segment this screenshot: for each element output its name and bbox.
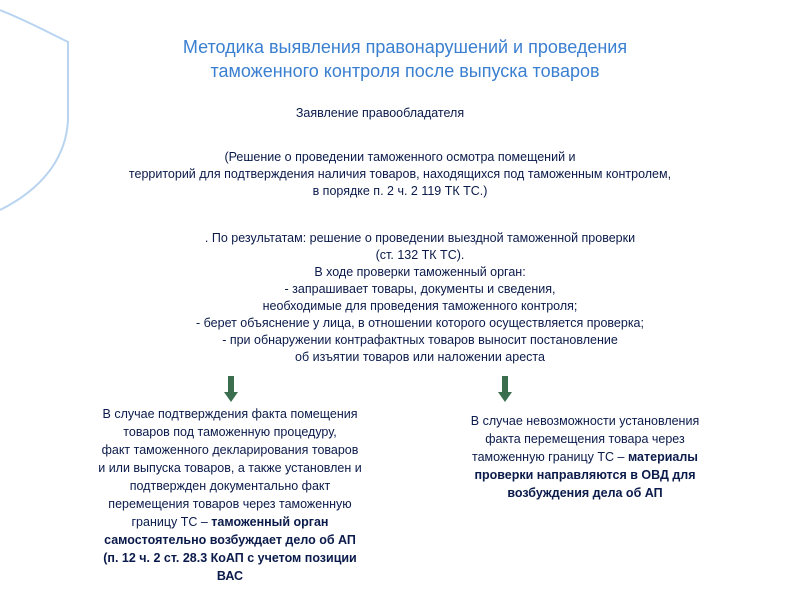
arrow-down-right-icon xyxy=(498,376,512,402)
case-confirmed xyxy=(60,405,400,585)
page-title xyxy=(100,35,710,83)
left-line-7-bold: таможенный орган xyxy=(211,515,329,529)
arrow-down-left-icon xyxy=(224,376,238,402)
result-line-6: - берет объяснение у лица, в отношении которого осуществляется проверка; xyxy=(196,316,644,330)
decision-line-2: территорий для подтверждения наличия товаров, находящихся под таможенным контролем, xyxy=(128,167,672,181)
left-line-2: товаров под таможенную процедуру, xyxy=(123,425,337,439)
result-line-5: необходимые для проведения таможенного контроля; xyxy=(262,299,578,313)
left-line-5: подтвержден документально факт xyxy=(129,479,331,493)
left-line-8: самостоятельно возбуждает дело об АП xyxy=(104,533,356,547)
left-line-4: и или выпуска товаров, а также установлен и xyxy=(98,461,362,475)
title-line-1: Методика выявления правонарушений и проведения xyxy=(182,37,628,57)
title-line-2: таможенного контроля после выпуска товаров xyxy=(210,61,600,81)
right-line-4: проверки направляются в ОВД для xyxy=(474,468,696,482)
left-line-1: В случае подтверждения факта помещения xyxy=(102,407,358,421)
case-unconfirmed xyxy=(430,412,740,502)
result-line-8: об изъятии товаров или наложении ареста xyxy=(295,350,545,364)
result-line-3: В ходе проверки таможенный орган: xyxy=(314,265,526,279)
applicant-label: Заявление правообладателя xyxy=(295,106,465,120)
result-line-4: - запрашивает товары, документы и сведения, xyxy=(284,282,556,296)
result-line-1: . По результатам: решение о проведении выездной таможенной проверки xyxy=(204,231,636,245)
left-line-7-plain: границу ТС – xyxy=(131,515,212,529)
right-line-1: В случае невозможности установления xyxy=(470,414,700,428)
right-line-3-bold: материалы xyxy=(627,450,698,464)
right-line-3-plain: таможенную границу ТС – xyxy=(472,450,628,464)
left-line-3: факт таможенного декларирования товаров xyxy=(101,443,359,457)
right-line-5: возбуждения дела об АП xyxy=(507,486,663,500)
result-line-2: (ст. 132 ТК ТС). xyxy=(375,248,465,262)
decision-line-3: в порядке п. 2 ч. 2 119 ТК ТС.) xyxy=(312,184,488,198)
audit-result xyxy=(110,230,730,366)
applicant-statement xyxy=(200,105,560,122)
left-line-10: ВАС xyxy=(216,569,244,583)
inspection-decision xyxy=(60,149,740,200)
left-line-9: (п. 12 ч. 2 ст. 28.3 КоАП с учетом позиции xyxy=(103,551,357,565)
decision-line-1: (Решение о проведении таможенного осмотра помещений и xyxy=(224,150,576,164)
right-line-2: факта перемещения товара через xyxy=(485,432,685,446)
left-line-6: перемещения товаров через таможенную xyxy=(108,497,352,511)
right-line-3 xyxy=(430,448,740,466)
result-line-7: - при обнаружении контрафактных товаров выносит постановление xyxy=(222,333,618,347)
left-line-7 xyxy=(60,513,400,531)
